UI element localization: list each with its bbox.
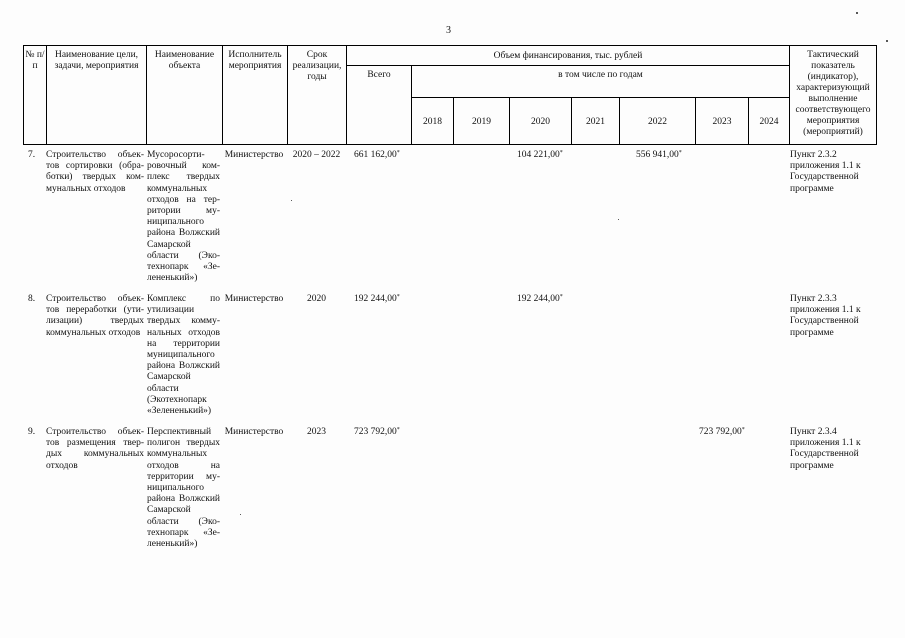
row-7-2020-value: 104 221,00 (517, 150, 560, 160)
row-8-2020 (517, 294, 577, 305)
row-7-2022 (636, 150, 696, 161)
header-top-border (23, 45, 876, 46)
col-border (46, 45, 47, 145)
row-8-goal: Строительство объектов переработки (утилизации) твердых коммунальных отходов (46, 294, 144, 338)
row-9-term: 2023 (307, 427, 326, 437)
header-num: № п/п (25, 50, 45, 71)
footnote-mark: * (396, 427, 400, 433)
col-border (146, 45, 147, 145)
row-9-indicator: Пункт 2.3.4 приложения 1.1 к Государственной программе (790, 427, 861, 471)
scan-speck (886, 40, 888, 42)
scan-speck (618, 219, 619, 220)
row-9-goal: Строительство объектов размещения твердых коммунальных отходов (46, 427, 144, 471)
row-7-2020 (517, 150, 577, 161)
row-7-num: 7. (28, 150, 36, 160)
row-8-total (354, 294, 414, 305)
header-by-years: в том числе по годам (558, 70, 643, 80)
row-9-total-value: 723 792,00 (354, 427, 397, 437)
header-financing: Объем финансирования, тыс. рублей (493, 51, 643, 61)
header-year-2019: 2019 (472, 117, 491, 127)
col-border (411, 65, 412, 145)
page-number: 3 (446, 25, 451, 36)
col-border (789, 45, 790, 145)
row-8-term: 2020 (307, 294, 326, 304)
row-9-2023 (699, 427, 759, 438)
header-year-2023: 2023 (712, 117, 732, 127)
header-object: Наименование объекта (154, 50, 215, 71)
scan-speck (856, 12, 858, 14)
row-8-num: 8. (28, 294, 36, 304)
row-7-indicator: Пункт 2.3.2 приложения 1.1 к Государственной программе (790, 150, 861, 194)
row-8-2020-value: 192 244,00 (517, 294, 560, 304)
row-8-object: Комплекс по утилизации твердых коммунальных отходов на территории муниципального района Волжский Самарской области (Экотехнопарк «Зелененький») (147, 294, 220, 417)
header-year-2020: 2020 (531, 117, 550, 127)
footnote-mark: * (559, 294, 563, 300)
row-7-goal: Строительство объектов сортировки (обработки) твердых коммунальных отходов (46, 150, 144, 194)
header-indicator: Тактический показатель (индикатор), характеризующий выполнение соответствующего мероприятия (мероприятий) (795, 50, 871, 137)
header-executor: Исполнитель мероприятия (228, 50, 282, 71)
col-border (222, 45, 223, 145)
header-year-2022: 2022 (648, 117, 667, 127)
row-7-executor: Министерство (224, 150, 284, 160)
col-border (23, 45, 24, 145)
header-term: Срок реализации, годы (292, 50, 342, 82)
financing-subheader-line (346, 65, 789, 66)
row-7-2022-value: 556 941,00 (636, 150, 679, 160)
row-7-term: 2020 – 2022 (292, 150, 341, 160)
header-year-2018: 2018 (423, 117, 442, 127)
row-8-executor: Министерство (224, 294, 284, 304)
row-8-indicator: Пункт 2.3.3 приложения 1.1 к Государственной программе (790, 294, 861, 338)
col-border (287, 45, 288, 145)
footnote-mark: * (678, 150, 682, 156)
footnote-mark: * (559, 150, 563, 156)
scan-speck (240, 514, 241, 515)
row-9-object: Перспективный полигон твердых коммунальных отходов на территории муниципального района Волжский Самарской области (Экотехнопарк «Зелененький») (147, 427, 220, 550)
row-9-executor: Министерство (224, 427, 284, 437)
header-goal: Наименование цели, задачи, мероприятия (54, 50, 139, 71)
col-border (876, 45, 877, 145)
header-year-2024: 2024 (759, 117, 779, 127)
years-subheader-line (411, 97, 789, 98)
col-border (346, 45, 347, 145)
row-9-2023-value: 723 792,00 (699, 427, 742, 437)
footnote-mark: * (741, 427, 745, 433)
row-9-total (354, 427, 414, 438)
row-7-total-value: 661 162,00 (354, 150, 397, 160)
scan-speck (291, 200, 292, 201)
row-8-total-value: 192 244,00 (354, 294, 397, 304)
footnote-mark: * (396, 150, 400, 156)
row-7-object: Мусоросортировочный комплекс твердых коммунальных отходов на территории муниципального района Волжский Самарской области (Экотехнопарк «Зелененький») (147, 150, 220, 284)
row-9-num: 9. (28, 427, 36, 437)
row-7-total (354, 150, 414, 161)
footnote-mark: * (396, 294, 400, 300)
header-year-2021: 2021 (586, 117, 605, 127)
header-total: Всего (367, 70, 391, 80)
